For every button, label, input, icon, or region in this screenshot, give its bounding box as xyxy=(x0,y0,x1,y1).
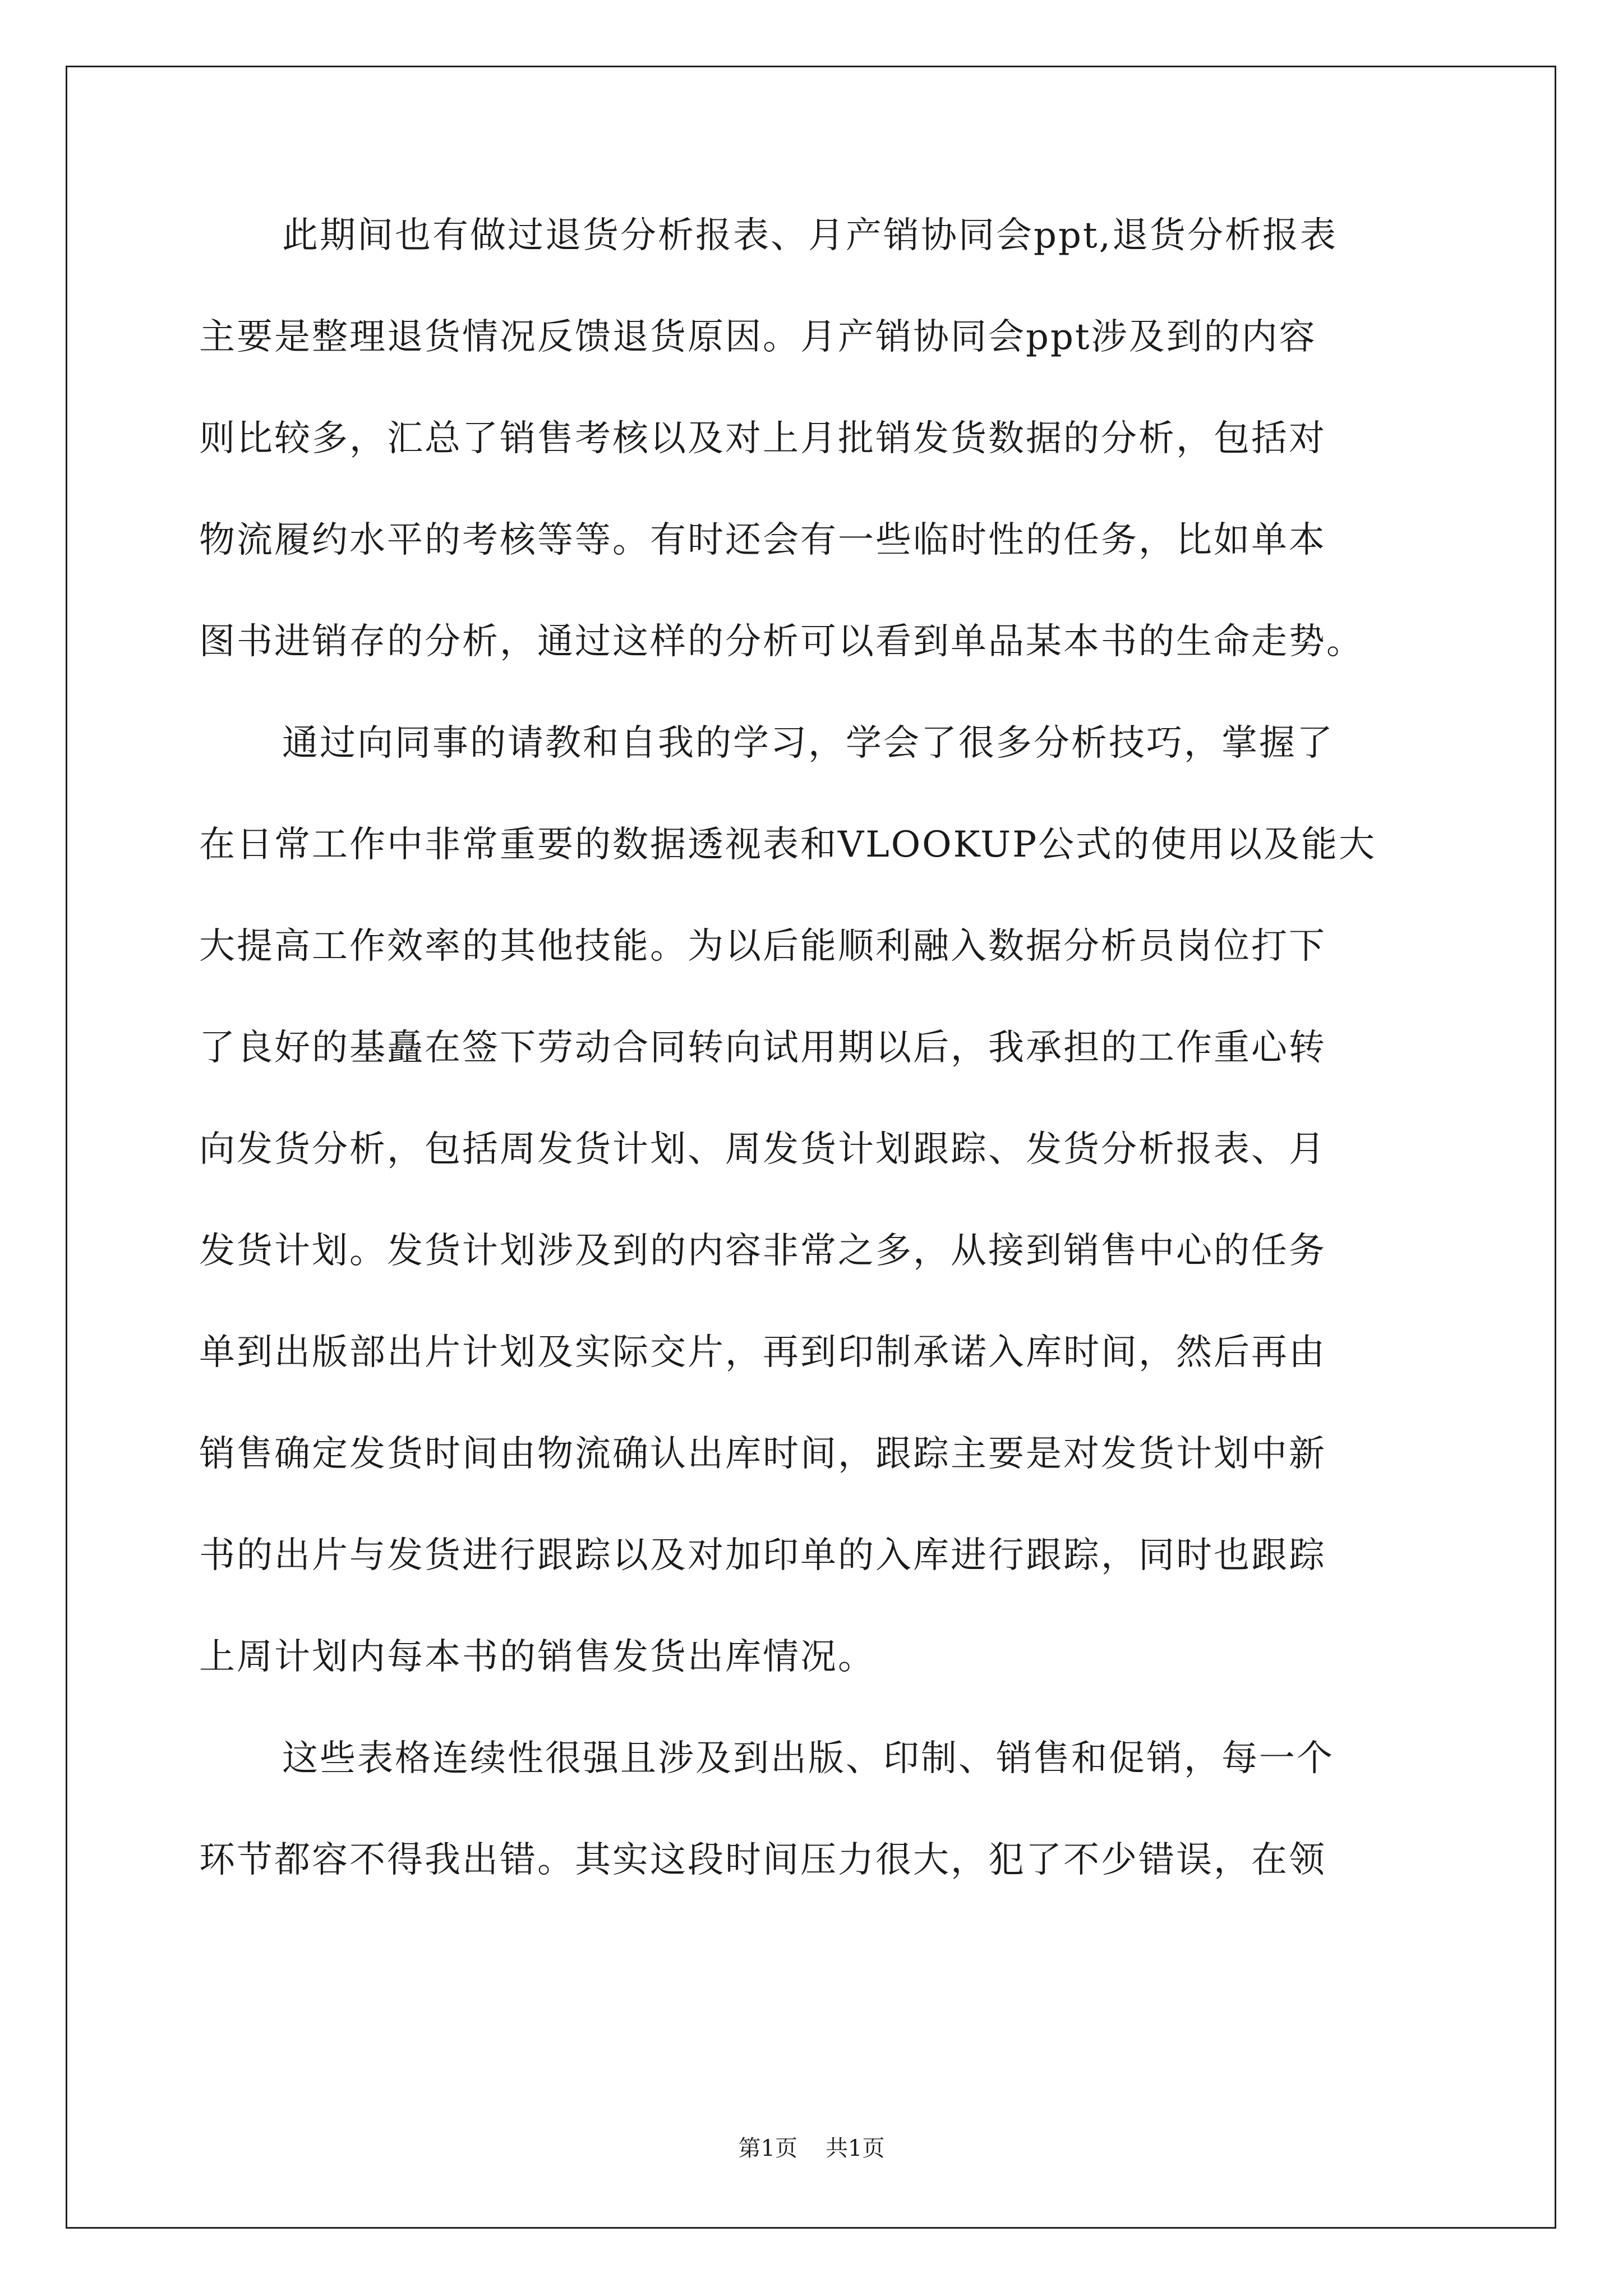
text-line: 则比较多，汇总了销售考核以及对上月批销发货数据的分析，包括对 xyxy=(199,418,1326,459)
text-line: 此期间也有做过退货分析报表、月产销协同会ppt,退货分析报表 xyxy=(282,215,1338,256)
text-line: 单到出版部出片计划及实际交片，再到印制承诺入库时间，然后再由 xyxy=(199,1332,1326,1373)
text-line: 图书进销存的分析，通过这样的分析可以看到单品某本书的生命走势。 xyxy=(199,621,1364,662)
text-line: 通过向同事的请教和自我的学习，学会了很多分析技巧，掌握了 xyxy=(282,723,1334,764)
text-line: 发货计划。发货计划涉及到的内容非常之多，从接到销售中心的任务 xyxy=(199,1230,1326,1272)
text-line: 上周计划内每本书的销售发货出库情况。 xyxy=(199,1636,875,1678)
page-total: 共1页 xyxy=(826,2136,885,2161)
text-line: 了良好的基矗在签下劳动合同转向试用期以后，我承担的工作重心转 xyxy=(199,1027,1326,1069)
document-body xyxy=(199,208,1427,1934)
text-line: 物流履约水平的考核等等。有时还会有一些临时性的任务，比如单本 xyxy=(199,519,1326,561)
text-line: 主要是整理退货情况反馈退货原因。月产销协同会ppt涉及到的内容 xyxy=(199,316,1317,358)
text-line: 向发货分析，包括周发货计划、周发货计划跟踪、发货分析报表、月 xyxy=(199,1129,1326,1170)
text-line: 在日常工作中非常重要的数据透视表和VLOOKUP公式的使用以及能大 xyxy=(199,824,1377,866)
text-line: 这些表格连续性很强且涉及到出版、印制、销售和促销，每一个 xyxy=(282,1738,1334,1779)
text-line: 书的出片与发货进行跟踪以及对加印单的入库进行跟踪，同时也跟踪 xyxy=(199,1535,1326,1576)
page-footer xyxy=(0,2131,1623,2162)
text-line: 销售确定发货时间由物流确认出库时间，跟踪主要是对发货计划中新 xyxy=(199,1433,1326,1475)
page-number: 第1页 xyxy=(738,2136,797,2161)
text-line: 大提高工作效率的其他技能。为以后能顺利融入数据分析员岗位打下 xyxy=(199,926,1326,967)
text-line: 环节都容不得我出错。其实这段时间压力很大，犯了不少错误，在领 xyxy=(199,1839,1326,1881)
